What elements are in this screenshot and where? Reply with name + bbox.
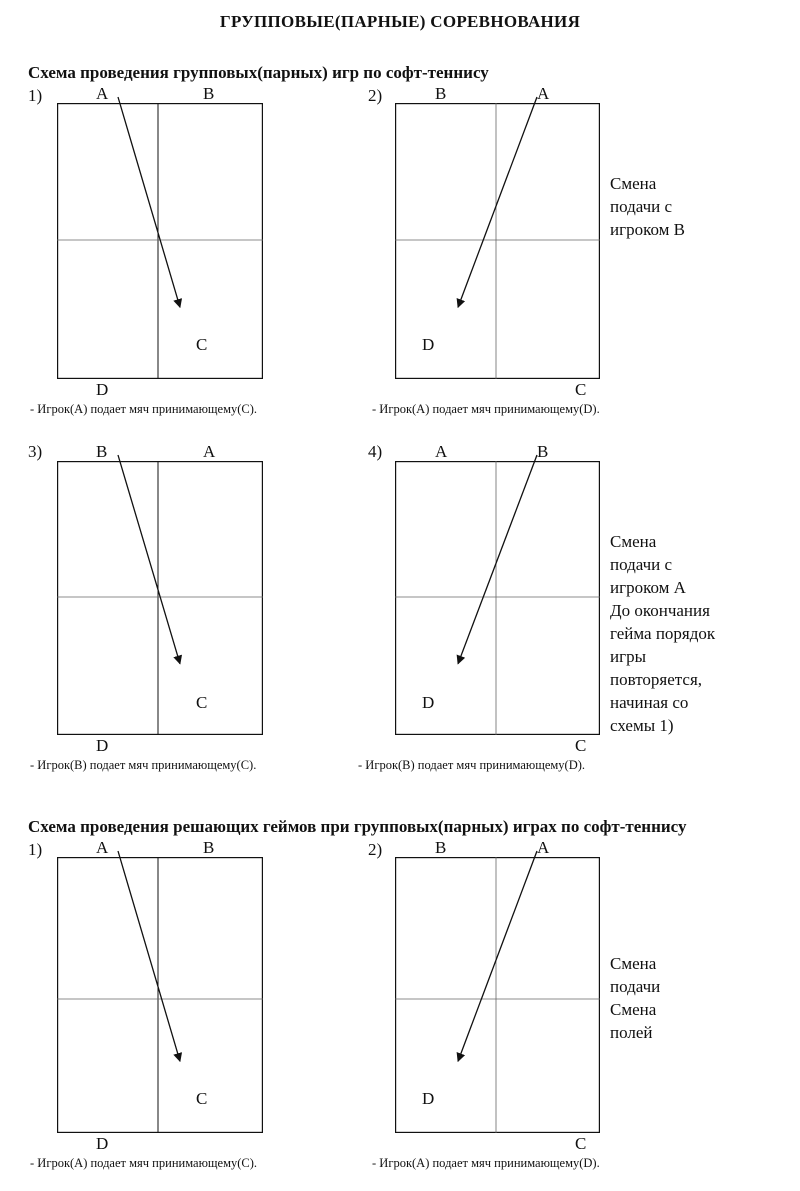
player-label-bottom: C <box>575 1134 587 1153</box>
player-label-receiver: C <box>196 1089 208 1108</box>
diagram-caption: - Игрок(В) подает мяч принимающему(D). <box>358 758 586 772</box>
serve-arrow <box>458 97 537 307</box>
note-line: Смена <box>610 954 657 973</box>
note-line: подачи с <box>610 197 673 216</box>
note-line: Смена <box>610 532 657 551</box>
page-title: ГРУППОВЫЕ(ПАРНЫЕ) СОРЕВНОВАНИЯ <box>219 12 581 31</box>
player-label-top-right: A <box>203 442 216 461</box>
note-line: полей <box>610 1023 653 1042</box>
player-label-top-left: A <box>96 84 109 103</box>
diagram-caption: - Игрок(А) подает мяч принимающему(С). <box>30 1156 258 1170</box>
note-line: схемы 1) <box>610 716 674 735</box>
diagram-caption: - Игрок(А) подает мяч принимающему(D). <box>372 1156 600 1170</box>
player-label-bottom: D <box>96 380 109 399</box>
diagram-number: 3) <box>28 442 43 461</box>
diagram-number: 2) <box>368 840 383 859</box>
serve-arrow <box>458 851 537 1061</box>
player-label-receiver: D <box>422 693 435 712</box>
section-heading-group-games: Схема проведения групповых(парных) игр по софт-теннису <box>28 63 489 82</box>
section-heading-deciding-games: Схема проведения решающих геймов при групповых(парных) играх по софт-теннису <box>28 817 687 836</box>
diagram-note <box>610 530 715 737</box>
diagram-number: 1) <box>28 86 43 105</box>
serve-arrow <box>118 455 180 664</box>
player-label-bottom: D <box>96 736 109 755</box>
note-line: Смена <box>610 174 657 193</box>
diagram-note <box>610 952 660 1044</box>
serve-arrow <box>118 851 180 1061</box>
note-line: повторяется, <box>610 670 703 689</box>
player-label-bottom: C <box>575 380 587 399</box>
player-label-top-right: A <box>537 84 550 103</box>
note-line: подачи с <box>610 555 673 574</box>
note-line: игры <box>610 647 646 666</box>
note-line: До окончания <box>610 601 710 620</box>
note-line: подачи <box>610 977 661 996</box>
player-label-top-left: A <box>435 442 448 461</box>
player-label-receiver: D <box>422 335 435 354</box>
diagram-number: 2) <box>368 86 383 105</box>
player-label-top-left: B <box>435 838 447 857</box>
note-line: игроком В <box>610 220 685 239</box>
court-diagram <box>57 857 263 1133</box>
player-label-top-left: A <box>96 838 109 857</box>
player-label-top-right: B <box>203 84 215 103</box>
player-label-receiver: C <box>196 693 208 712</box>
diagram-note <box>610 172 685 241</box>
court-diagram <box>57 461 263 735</box>
player-label-top-right: B <box>537 442 549 461</box>
diagram-number: 1) <box>28 840 43 859</box>
player-label-top-left: B <box>96 442 108 461</box>
serve-arrow <box>118 97 180 307</box>
player-label-receiver: C <box>196 335 208 354</box>
player-label-top-right: B <box>203 838 215 857</box>
player-label-top-right: A <box>537 838 550 857</box>
note-line: Смена <box>610 1000 657 1019</box>
player-label-bottom: D <box>96 1134 109 1153</box>
diagram-caption: - Игрок(В) подает мяч принимающему(С). <box>30 758 257 772</box>
diagram-number: 4) <box>368 442 383 461</box>
player-label-bottom: C <box>575 736 587 755</box>
diagram-caption: - Игрок(А) подает мяч принимающему(С). <box>30 402 258 416</box>
diagram-caption: - Игрок(А) подает мяч принимающему(D). <box>372 402 600 416</box>
serve-arrow <box>458 455 537 664</box>
player-label-top-left: B <box>435 84 447 103</box>
player-label-receiver: D <box>422 1089 435 1108</box>
court-diagram <box>57 103 263 379</box>
note-line: начиная со <box>610 693 689 712</box>
note-line: игроком А <box>610 578 686 597</box>
note-line: гейма порядок <box>610 624 716 643</box>
